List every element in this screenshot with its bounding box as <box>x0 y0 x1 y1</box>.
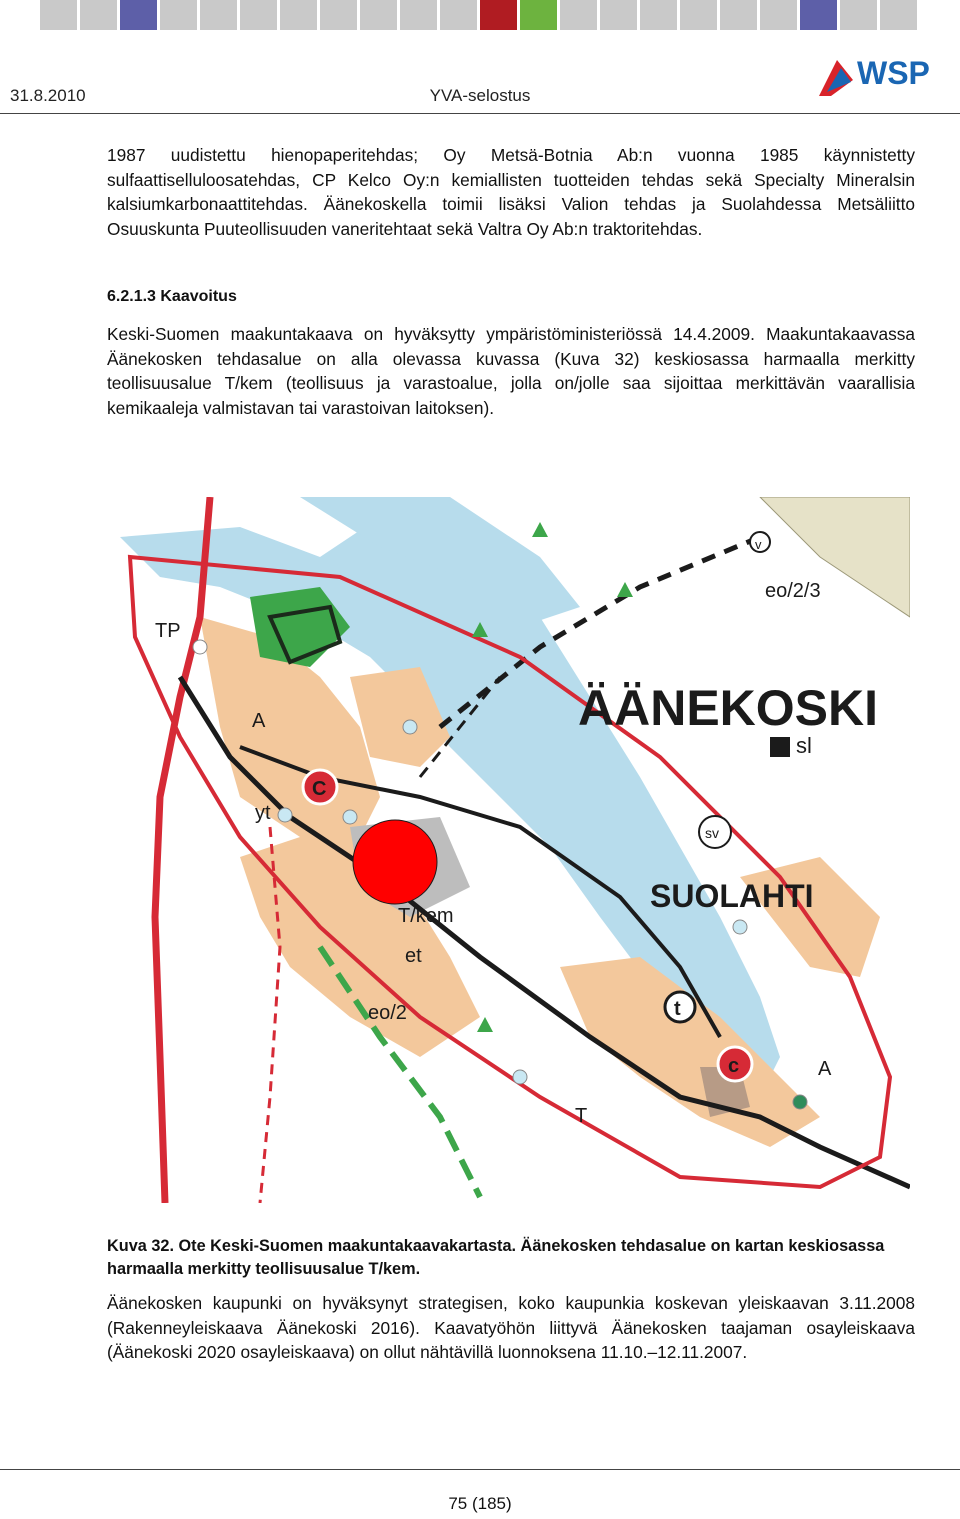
figure-caption: Kuva 32. Ote Keski-Suomen maakuntakaavakartasta. Äänekosken tehdasalue on kartan keskiosassa harmaalla merkitty teollisuusalue T/kem. <box>107 1237 885 1278</box>
page-number: 75 (185) <box>448 1494 512 1513</box>
band-swatch <box>360 0 400 30</box>
section-heading: 6.2.1.3 Kaavoitus <box>107 288 237 305</box>
band-swatch <box>160 0 200 30</box>
band-swatch <box>480 0 520 30</box>
band-swatch <box>640 0 680 30</box>
label-c-right: c <box>728 1055 740 1077</box>
header-date: 31.8.2010 <box>10 86 86 105</box>
label-tkem: T/kem <box>398 905 454 927</box>
band-swatch <box>320 0 360 30</box>
label-yt: yt <box>255 802 271 824</box>
band-swatch <box>840 0 880 30</box>
band-swatch <box>0 0 40 30</box>
header-rule <box>0 113 960 114</box>
label-a-right: A <box>818 1058 832 1080</box>
sl-square <box>770 737 790 757</box>
band-swatch <box>440 0 480 30</box>
label-eo2: eo/2 <box>368 1002 407 1024</box>
label-et: et <box>405 945 422 967</box>
header-title: YVA-selostus <box>429 86 531 105</box>
band-swatch <box>600 0 640 30</box>
footer-rule <box>0 1469 960 1470</box>
band-swatch <box>280 0 320 30</box>
label-t-circle: t <box>674 998 681 1020</box>
label-a-left: A <box>252 710 266 732</box>
paragraph-3: Äänekosken kaupunki on hyväksynyt strategisen, koko kaupunkia koskevan yleiskaavan 3.11.2008 (Rakenneyleiskaava Äänekoski 2016). Kaavatyöhön liittyvä Äänekosken taajaman osayleiskaava (Äänekoski 2020 osayleiskaava) on ollut nähtävillä luonnoksena 11.10.–12.11.2007. <box>107 1293 915 1362</box>
wsp-logo <box>817 52 957 102</box>
band-swatch <box>880 0 920 30</box>
band-swatch <box>800 0 840 30</box>
wsp-logo-text: WSP <box>857 55 930 91</box>
regional-plan-map <box>120 497 910 1203</box>
band-swatch <box>80 0 120 30</box>
label-c-left: C <box>312 778 327 800</box>
label-aanekoski: ÄÄNEKOSKI <box>578 680 879 736</box>
paragraph-2: Keski-Suomen maakuntakaava on hyväksytty ympäristöministeriössä 14.4.2009. Maakuntakaavassa Äänekosken tehdasalue on alla olevassa kuvassa (Kuva 32) keskiosassa harmaalla merkitty teollisuusalue T/kem (teollisuus ja varastoalue, jolla on/jolle saa sijoittaa merkittävän vaarallisia kemikaaleja valmistavan tai varastoivan laitoksen). <box>107 324 915 418</box>
band-swatch <box>240 0 280 30</box>
label-sl: sl <box>796 733 812 758</box>
band-swatch <box>560 0 600 30</box>
label-v-top: v <box>755 537 762 552</box>
label-t-bottom: T <box>575 1105 588 1127</box>
header-color-band <box>0 0 960 30</box>
band-swatch <box>520 0 560 30</box>
band-swatch <box>40 0 80 30</box>
label-tp: TP <box>155 620 181 642</box>
band-swatch <box>760 0 800 30</box>
tehdasalue-marker <box>353 820 437 904</box>
label-sv: sv <box>705 825 719 841</box>
label-suolahti: SUOLAHTI <box>650 878 814 914</box>
band-swatch <box>400 0 440 30</box>
band-swatch <box>680 0 720 30</box>
band-swatch <box>120 0 160 30</box>
band-swatch <box>200 0 240 30</box>
label-eo23: eo/2/3 <box>765 580 821 602</box>
band-swatch <box>920 0 960 30</box>
paragraph-1: 1987 uudistettu hienopaperitehdas; Oy Metsä-Botnia Ab:n vuonna 1985 käynnistetty sulfaattiselluloosatehdas, CP Kelco Oy:n kemiallisten tuotteiden tehdas sekä Specialty Mineralsin kalsiumkarbonaattitehdas. Äänekoskella toimii lisäksi Valion tehdas ja Suolahdessa Metsäliitto Osuuskunta Puuteollisuuden vaneritehtaat sekä Valtra Oy Ab:n traktoritehdas. <box>107 145 915 239</box>
band-swatch <box>720 0 760 30</box>
